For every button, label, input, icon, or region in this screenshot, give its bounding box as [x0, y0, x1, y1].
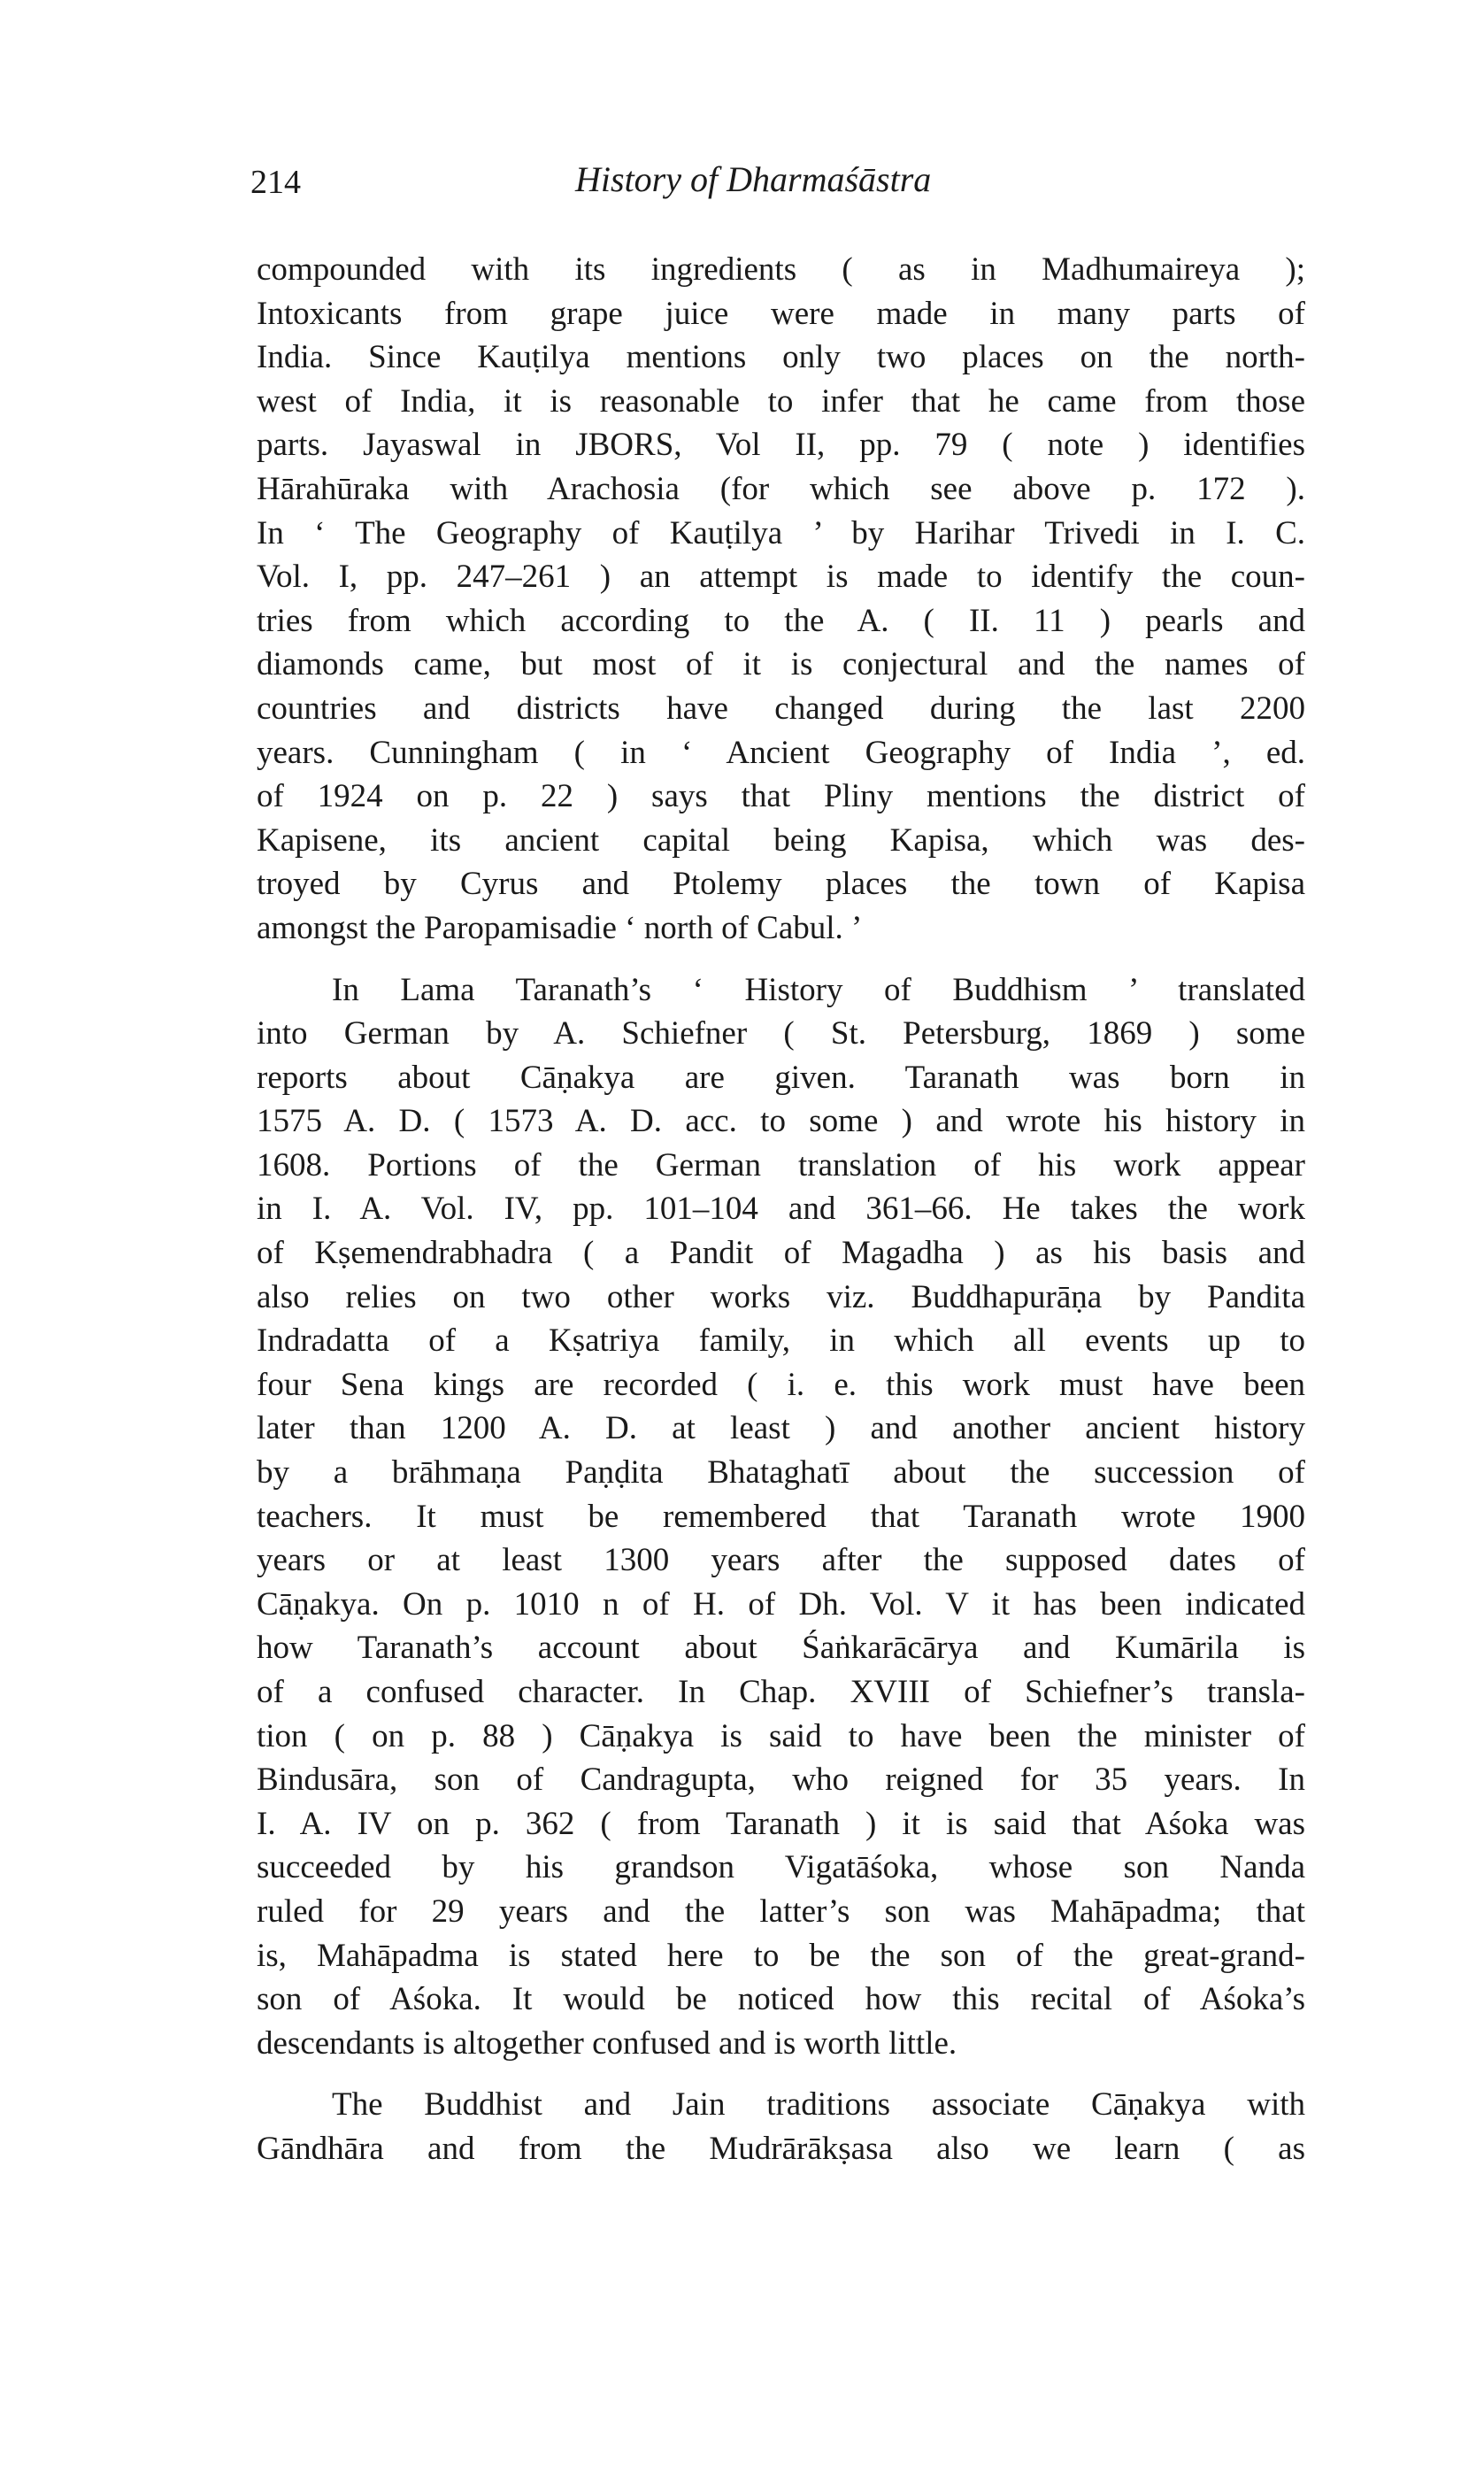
text-line: Cāṇakya. On p. 1010 n of H. of Dh. Vol. V it has been indicated: [257, 1585, 1305, 1623]
text-line: years. Cunningham ( in ‘ Ancient Geography of India ’, ed.: [257, 734, 1305, 771]
text-line: tion ( on p. 88 ) Cāṇakya is said to have been the minister of: [257, 1717, 1305, 1754]
text-line: of a confused character. In Chap. XVIII of Schiefner’s transla-: [257, 1674, 1305, 1710]
text-line: how Taranath’s account about Śaṅkarācārya and Kumārila is: [257, 1630, 1305, 1667]
text-line: four Sena kings are recorded ( i. e. this work must have been: [257, 1366, 1305, 1403]
text-line: descendants is altogether confused and is worth little.: [257, 2024, 957, 2062]
text-line: also relies on two other works viz. Buddhapurāṇa by Pandita: [257, 1278, 1305, 1315]
text-line: tries from which according to the A. ( II. 11 ) pearls and: [257, 602, 1305, 639]
text-line: Hārahūraka with Arachosia (for which see above p. 172 ).: [257, 470, 1305, 507]
text-line: Intoxicants from grape juice were made in many parts of: [257, 295, 1305, 332]
text-line: succeeded by his grandson Vigatāśoka, whose son Nanda: [257, 1849, 1305, 1886]
text-line: of 1924 on p. 22 ) says that Pliny mentions the district of: [257, 778, 1305, 815]
text-line: by a brāhmaṇa Paṇḍita Bhataghatī about the succession of: [257, 1454, 1305, 1492]
text-line: Bindusāra, son of Candragupta, who reigned for 35 years. In: [257, 1762, 1305, 1799]
text-line: teachers. It must be remembered that Taranath wrote 1900: [257, 1498, 1305, 1535]
text-line: In Lama Taranath’s ‘ History of Buddhism ’ translated: [332, 971, 1305, 1008]
text-line: ruled for 29 years and the latter’s son was Mahāpadma; that: [257, 1893, 1305, 1930]
paragraph-2: [257, 968, 1305, 2066]
text-line: India. Since Kauṭilya mentions only two places on the north-: [257, 339, 1305, 376]
text-line: The Buddhist and Jain traditions associate Cāṇakya with: [332, 2086, 1305, 2124]
text-line: reports about Cāṇakya are given. Taranath was born in: [257, 1059, 1305, 1096]
text-line: Vol. I, pp. 247–261 ) an attempt is made to identify the coun-: [257, 559, 1305, 596]
body-text: [257, 248, 1305, 2171]
text-line: is, Mahāpadma is stated here to be the son of the great-grand-: [257, 1937, 1305, 1974]
text-line: in I. A. Vol. IV, pp. 101–104 and 361–66. He takes the work: [257, 1191, 1305, 1228]
text-line: I. A. IV on p. 362 ( from Taranath ) it is said that Aśoka was: [257, 1805, 1305, 1842]
text-line: years or at least 1300 years after the supposed dates of: [257, 1542, 1305, 1579]
text-line: diamonds came, but most of it is conjectural and the names of: [257, 646, 1305, 683]
text-line: into German by A. Schiefner ( St. Petersburg, 1869 ) some: [257, 1015, 1305, 1052]
text-line: countries and districts have changed during the last 2200: [257, 690, 1305, 727]
text-line: amongst the Paropamisadie ‘ north of Cabul. ’: [257, 909, 863, 946]
text-line: of Kṣemendrabhadra ( a Pandit of Magadha ) as his basis and: [257, 1235, 1305, 1272]
text-line: troyed by Cyrus and Ptolemy places the town of Kapisa: [257, 866, 1305, 903]
text-line: 1608. Portions of the German translation of his work appear: [257, 1146, 1305, 1183]
text-line: west of India, it is reasonable to infer that he came from those: [257, 382, 1305, 420]
running-title: History of Dharmaśāstra: [575, 159, 932, 199]
text-line: In ‘ The Geography of Kauṭilya ’ by Harihar Trivedi in I. C.: [257, 514, 1305, 551]
text-line: Gāndhāra and from the Mudrārākṣasa also we learn ( as: [257, 2130, 1305, 2167]
paragraph-3: [257, 2083, 1305, 2170]
page-number: 214: [250, 164, 301, 201]
paragraph-1: [257, 248, 1305, 951]
text-line: later than 1200 A. D. at least ) and another ancient history: [257, 1410, 1305, 1447]
text-line: compounded with its ingredients ( as in Madhumaireya );: [257, 251, 1305, 288]
text-line: Kapisene, its ancient capital being Kapisa, which was des-: [257, 821, 1305, 859]
text-line: Indradatta of a Kṣatriya family, in which all events up to: [257, 1322, 1305, 1360]
text-line: parts. Jayaswal in JBORS, Vol II, pp. 79 ( note ) identifies: [257, 427, 1305, 464]
text-line: son of Aśoka. It would be noticed how this recital of Aśoka’s: [257, 1981, 1305, 2018]
text-line: 1575 A. D. ( 1573 A. D. acc. to some ) and wrote his history in: [257, 1103, 1305, 1140]
